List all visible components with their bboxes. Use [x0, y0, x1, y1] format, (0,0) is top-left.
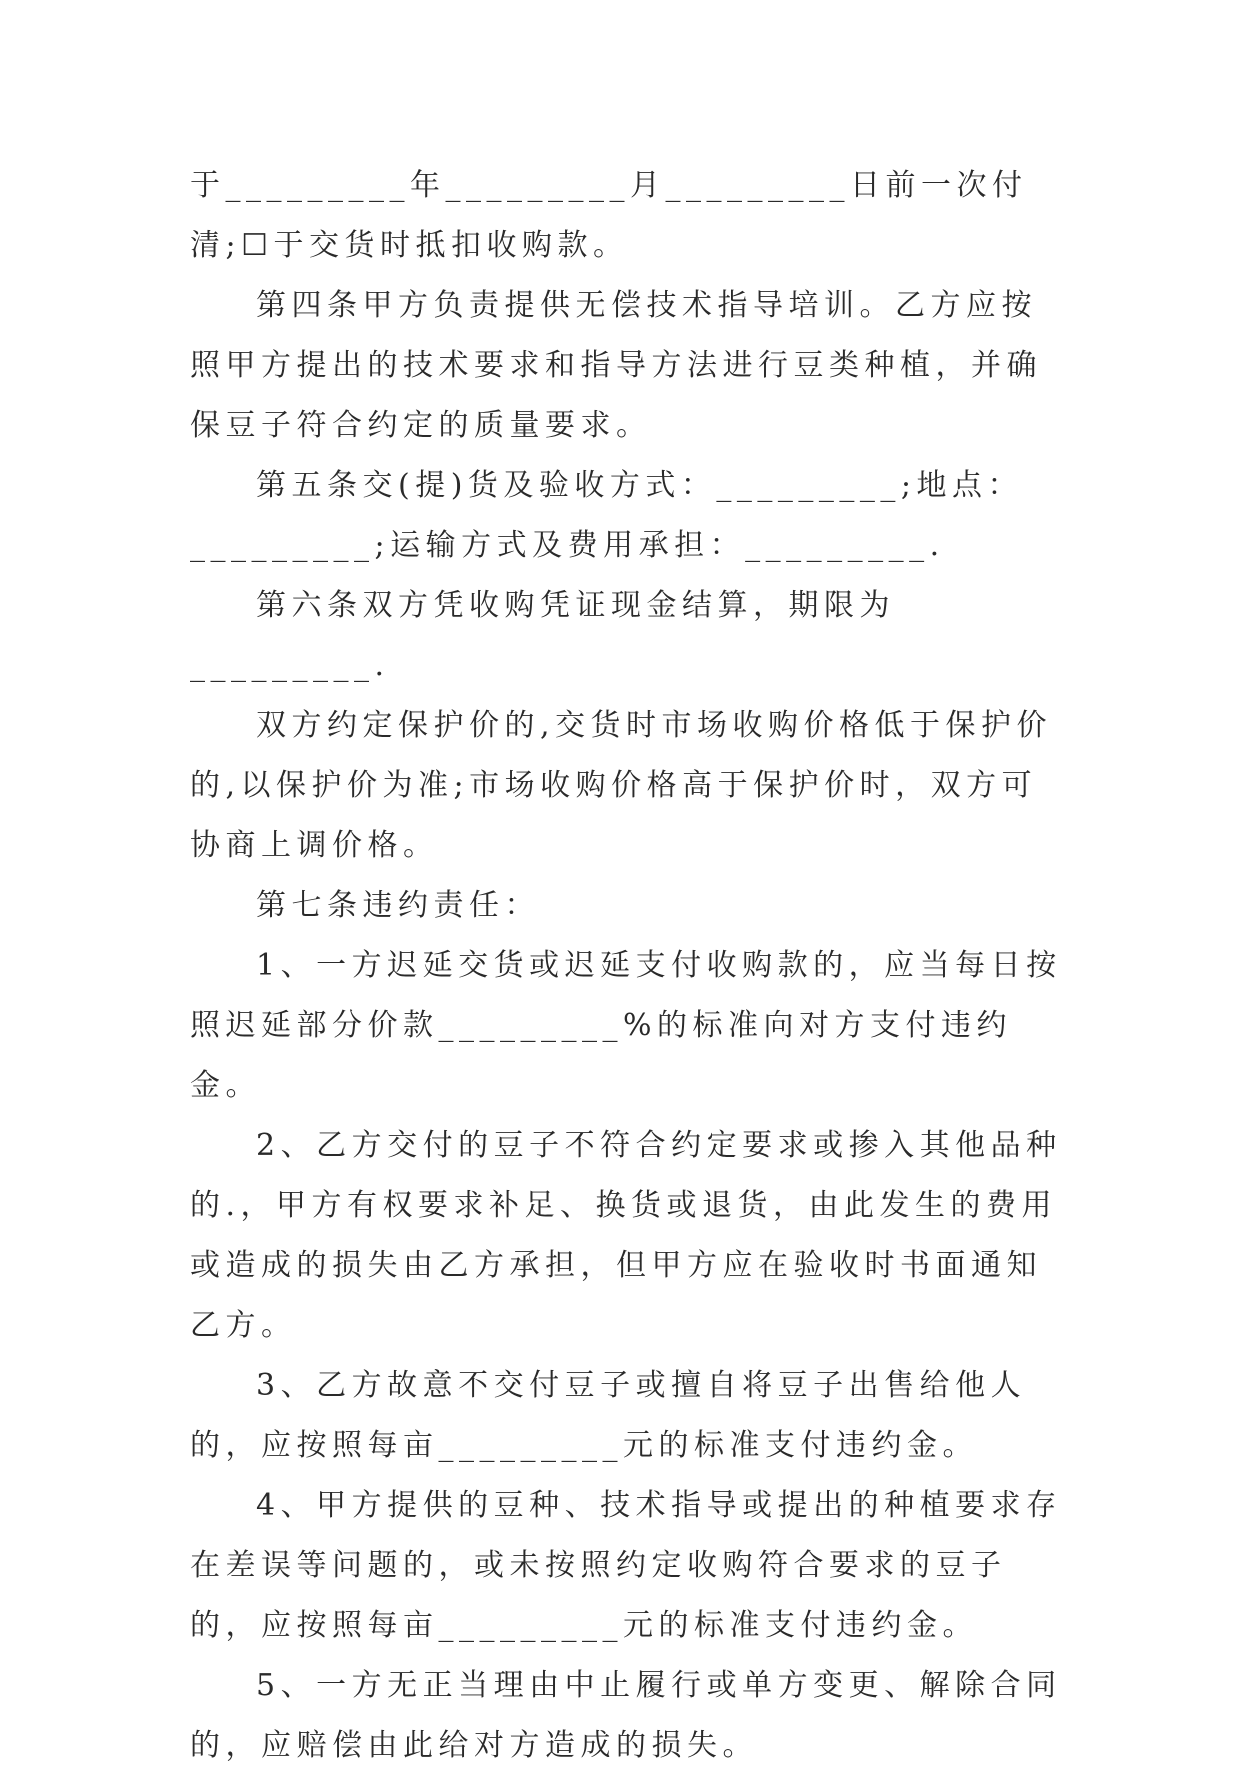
- paragraph-protection-price: 双方约定保护价的,交货时市场收购价格低于保护价的,以保护价为准;市场收购价格高于保护价时，双方可协商上调价格。: [190, 708, 1053, 863]
- paragraph-liability-1: 1、一方迟延交货或迟延支付收购款的，应当每日按照迟延部分价款_________%的标准向对方支付违约金。: [190, 948, 1062, 1103]
- paragraph-liability-4: 4、甲方提供的豆种、技术指导或提出的种植要求存在差误等问题的，或未按照约定收购符合要求的豆子的，应按照每亩_________元的标准支付违约金。: [190, 1488, 1062, 1643]
- paragraph-liability-3: 3、乙方故意不交付豆子或擅自将豆子出售给他人的，应按照每亩_________元的标准支付违约金。: [190, 1368, 1027, 1463]
- paragraph-liability-2: 2、乙方交付的豆子不符合约定要求或掺入其他品种的.，甲方有权要求补足、换货或退货，由此发生的费用或造成的损失由乙方承担，但甲方应在验收时书面通知乙方。: [190, 1128, 1062, 1343]
- paragraph-article-7-heading: 第七条违约责任：: [256, 888, 540, 923]
- paragraph-article-5: 第五条交(提)货及验收方式：_________;地点：_________;运输方式及费用承担：_________.: [190, 468, 1024, 563]
- document-page: [190, 156, 1070, 1776]
- paragraph-article-4: 第四条甲方负责提供无偿技术指导培训。乙方应按照甲方提出的技术要求和指导方法进行豆类种植，并确保豆子符合约定的质量要求。: [190, 288, 1042, 443]
- paragraph-payment-terms: 于_________年_________月_________日前一次付清;☐于交货时抵扣收购款。: [190, 168, 1028, 263]
- paragraph-article-6: 第六条双方凭收购凭证现金结算，期限为_________.: [190, 588, 895, 683]
- paragraph-liability-5: 5、一方无正当理由中止履行或单方变更、解除合同的，应赔偿由此给对方造成的损失。: [190, 1668, 1062, 1763]
